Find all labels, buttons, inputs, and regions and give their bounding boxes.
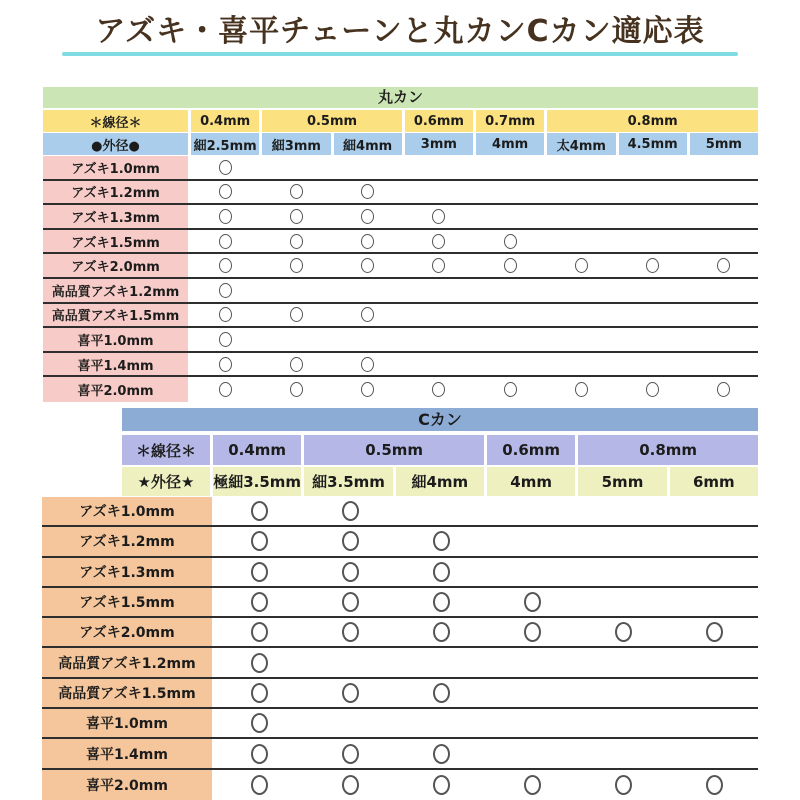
circle-mark: [361, 184, 374, 199]
compat-cell: [262, 328, 330, 351]
compat-cell: [306, 497, 394, 525]
chain-row-label: 高品質アズキ1.5mm: [43, 304, 188, 327]
compat-cell: [619, 230, 687, 253]
compat-cell: [670, 679, 758, 707]
circle-mark: [524, 775, 541, 795]
compat-cell: [476, 156, 544, 179]
compat-cell: [191, 377, 259, 402]
outer-diameter-row: [122, 467, 758, 496]
circle-mark: [361, 307, 374, 322]
outer-size-cell: 5mm: [690, 133, 758, 155]
compat-cell: [476, 304, 544, 327]
chain-row-label: アズキ1.0mm: [42, 497, 212, 525]
circle-mark: [251, 592, 268, 612]
compat-cell: [619, 156, 687, 179]
circle-mark: [433, 775, 450, 795]
compat-cell: [405, 377, 473, 402]
table-row: [43, 304, 758, 329]
marukan-compatibility-table: [43, 87, 758, 402]
table-row: [42, 739, 758, 769]
table-row: [42, 648, 758, 678]
circle-mark: [646, 258, 659, 273]
outer-size-cell: 3mm: [405, 133, 473, 155]
wire-diameter-label: ＊線径＊: [122, 435, 210, 465]
circle-mark: [717, 258, 730, 273]
compat-cell: [334, 279, 402, 302]
compat-cell: [397, 770, 485, 800]
compat-cell: [690, 304, 758, 327]
chain-row-label: 喜平1.0mm: [43, 328, 188, 351]
compat-cell: [262, 156, 330, 179]
compat-cell: [670, 770, 758, 800]
compat-cell: [191, 181, 259, 204]
wire-size-cell: 0.6mm: [487, 435, 575, 465]
circle-mark: [524, 622, 541, 642]
compat-cell: [405, 156, 473, 179]
compat-cell: [670, 618, 758, 646]
table-row: [43, 377, 758, 402]
circle-mark: [361, 382, 374, 397]
circle-mark: [219, 332, 232, 347]
circle-mark: [290, 382, 303, 397]
circle-mark: [361, 258, 374, 273]
compat-cell: [405, 181, 473, 204]
circle-mark: [342, 531, 359, 551]
outer-size-cell: 4.5mm: [619, 133, 687, 155]
chain-row-label: 高品質アズキ1.2mm: [43, 279, 188, 302]
compat-cell: [215, 527, 303, 555]
wire-size-cell: 0.8mm: [547, 110, 758, 132]
compat-cell: [215, 648, 303, 676]
compat-cell: [476, 328, 544, 351]
circle-mark: [433, 744, 450, 764]
title-underline: [62, 52, 738, 56]
compat-cell: [215, 497, 303, 525]
compat-cell: [476, 377, 544, 402]
compat-cell: [191, 353, 259, 376]
outer-size-cell: 極細3.5mm: [213, 467, 301, 496]
circle-mark: [433, 562, 450, 582]
compat-cell: [690, 328, 758, 351]
compat-cell: [476, 279, 544, 302]
compat-cell: [405, 205, 473, 228]
compat-cell: [547, 254, 615, 277]
compat-cell: [405, 328, 473, 351]
compat-cell: [619, 377, 687, 402]
chain-row-label: 高品質アズキ1.2mm: [42, 648, 212, 676]
compat-cell: [690, 156, 758, 179]
compat-cell: [397, 709, 485, 737]
circle-mark: [219, 382, 232, 397]
outer-size-cell: 細3.5mm: [304, 467, 392, 496]
chain-row-label: 高品質アズキ1.5mm: [42, 679, 212, 707]
compat-cell: [262, 254, 330, 277]
table-row: [42, 527, 758, 557]
compat-cell: [547, 353, 615, 376]
compat-cell: [670, 588, 758, 616]
compat-cell: [488, 709, 576, 737]
compat-cell: [547, 279, 615, 302]
circle-mark: [219, 160, 232, 175]
table-row: [43, 181, 758, 206]
compat-cell: [397, 739, 485, 767]
outer-size-cell: 4mm: [487, 467, 575, 496]
compat-cell: [306, 770, 394, 800]
compat-cell: [547, 304, 615, 327]
compat-cell: [262, 230, 330, 253]
compat-cell: [215, 618, 303, 646]
circle-mark: [717, 382, 730, 397]
circle-mark: [219, 307, 232, 322]
wire-diameter-label: ＊線径＊: [43, 110, 188, 132]
table-row: [42, 679, 758, 709]
compat-cell: [397, 618, 485, 646]
outer-size-cell: 太4mm: [547, 133, 615, 155]
compat-cell: [476, 254, 544, 277]
compat-cell: [215, 558, 303, 586]
wire-size-cell: 0.6mm: [405, 110, 473, 132]
compat-cell: [579, 527, 667, 555]
compat-cell: [579, 739, 667, 767]
outer-size-cell: 細2.5mm: [191, 133, 259, 155]
compat-cell: [334, 254, 402, 277]
circle-mark: [290, 209, 303, 224]
circle-mark: [433, 622, 450, 642]
compat-cell: [215, 679, 303, 707]
circle-mark: [219, 283, 232, 298]
compat-cell: [262, 304, 330, 327]
compat-cell: [579, 679, 667, 707]
compat-cell: [670, 709, 758, 737]
circle-mark: [342, 683, 359, 703]
table-row: [42, 709, 758, 739]
circle-mark: [219, 184, 232, 199]
compat-cell: [191, 156, 259, 179]
wire-size-cell: 0.7mm: [476, 110, 544, 132]
compat-cell: [579, 497, 667, 525]
compat-cell: [579, 618, 667, 646]
outer-size-cell: 4mm: [476, 133, 544, 155]
compat-cell: [306, 527, 394, 555]
chain-row-label: アズキ1.2mm: [42, 527, 212, 555]
compat-cell: [334, 205, 402, 228]
table-row: [42, 618, 758, 648]
circle-mark: [342, 744, 359, 764]
circle-mark: [342, 775, 359, 795]
compat-cell: [670, 739, 758, 767]
compat-cell: [215, 770, 303, 800]
compat-cell: [262, 205, 330, 228]
compat-cell: [191, 205, 259, 228]
circle-mark: [432, 209, 445, 224]
compat-cell: [306, 588, 394, 616]
outer-size-cell: 細3mm: [262, 133, 330, 155]
table-row: [43, 353, 758, 378]
compat-cell: [476, 205, 544, 228]
wire-size-cell: 0.4mm: [213, 435, 301, 465]
compat-cell: [690, 254, 758, 277]
compat-cell: [619, 205, 687, 228]
compat-cell: [690, 377, 758, 402]
wire-diameter-row: [43, 110, 758, 132]
circle-mark: [646, 382, 659, 397]
compat-cell: [405, 254, 473, 277]
table-row: [43, 254, 758, 279]
compat-cell: [670, 648, 758, 676]
chain-row-label: アズキ2.0mm: [42, 618, 212, 646]
compat-cell: [488, 679, 576, 707]
circle-mark: [504, 382, 517, 397]
circle-mark: [290, 307, 303, 322]
chain-row-label: アズキ1.5mm: [42, 588, 212, 616]
circle-mark: [433, 683, 450, 703]
compat-cell: [579, 770, 667, 800]
compat-cell: [191, 279, 259, 302]
chain-row-label: アズキ1.5mm: [43, 230, 188, 253]
circle-mark: [433, 531, 450, 551]
compat-cell: [488, 648, 576, 676]
table-row: [43, 205, 758, 230]
outer-size-cell: 細4mm: [334, 133, 402, 155]
compat-cell: [670, 558, 758, 586]
table-row: [42, 497, 758, 527]
circle-mark: [433, 592, 450, 612]
compat-cell: [306, 679, 394, 707]
table-title: 丸カン: [43, 87, 758, 108]
page-title: アズキ・喜平チェーンと丸カンCカン適応表: [95, 14, 705, 49]
compat-cell: [191, 304, 259, 327]
compat-cell: [405, 304, 473, 327]
compat-cell: [547, 230, 615, 253]
compat-cell: [488, 558, 576, 586]
circle-mark: [361, 209, 374, 224]
table-row: [42, 588, 758, 618]
compat-cell: [670, 527, 758, 555]
circle-mark: [575, 258, 588, 273]
compat-cell: [215, 588, 303, 616]
compat-cell: [619, 328, 687, 351]
compat-cell: [619, 181, 687, 204]
circle-mark: [251, 622, 268, 642]
circle-mark: [524, 592, 541, 612]
table-row: [42, 770, 758, 800]
circle-mark: [251, 501, 268, 521]
compat-cell: [334, 181, 402, 204]
circle-mark: [615, 622, 632, 642]
circle-mark: [432, 234, 445, 249]
compat-cell: [488, 770, 576, 800]
chain-row-label: 喜平1.4mm: [43, 353, 188, 376]
compat-cell: [262, 279, 330, 302]
outer-size-cell: 5mm: [578, 467, 666, 496]
table-row: [43, 328, 758, 353]
compat-cell: [690, 230, 758, 253]
compat-cell: [670, 497, 758, 525]
circle-mark: [706, 775, 723, 795]
compat-cell: [306, 709, 394, 737]
wire-size-cell: 0.4mm: [191, 110, 259, 132]
circle-mark: [251, 775, 268, 795]
compat-cell: [262, 181, 330, 204]
compat-cell: [690, 205, 758, 228]
page-header: [0, 12, 800, 56]
wire-size-cell: 0.5mm: [304, 435, 484, 465]
compat-cell: [215, 739, 303, 767]
compat-cell: [579, 648, 667, 676]
circle-mark: [219, 258, 232, 273]
compat-cell: [334, 377, 402, 402]
compat-cell: [690, 181, 758, 204]
wire-size-cell: 0.5mm: [262, 110, 402, 132]
wire-size-cell: 0.8mm: [578, 435, 758, 465]
compat-cell: [690, 279, 758, 302]
circle-mark: [504, 258, 517, 273]
chain-row-label: アズキ1.2mm: [43, 181, 188, 204]
compat-cell: [579, 588, 667, 616]
circle-mark: [504, 234, 517, 249]
compat-cell: [306, 739, 394, 767]
compat-cell: [334, 304, 402, 327]
circle-mark: [251, 683, 268, 703]
table-row: [43, 156, 758, 181]
circle-mark: [251, 744, 268, 764]
compat-cell: [547, 205, 615, 228]
outer-diameter-label: ●外径●: [43, 133, 188, 155]
circle-mark: [290, 357, 303, 372]
circle-mark: [251, 562, 268, 582]
circle-mark: [251, 531, 268, 551]
chain-row-label: 喜平2.0mm: [42, 770, 212, 800]
circle-mark: [342, 562, 359, 582]
compat-cell: [488, 527, 576, 555]
circle-mark: [290, 258, 303, 273]
circle-mark: [615, 775, 632, 795]
compat-cell: [488, 588, 576, 616]
circle-mark: [361, 357, 374, 372]
circle-mark: [290, 234, 303, 249]
chain-row-label: 喜平1.0mm: [42, 709, 212, 737]
chain-row-label: 喜平1.4mm: [42, 739, 212, 767]
chain-row-label: アズキ1.0mm: [43, 156, 188, 179]
compat-cell: [619, 304, 687, 327]
table-row: [43, 230, 758, 255]
compat-cell: [397, 648, 485, 676]
compat-cell: [619, 254, 687, 277]
chain-row-label: 喜平2.0mm: [43, 377, 188, 402]
table-row: [43, 279, 758, 304]
circle-mark: [219, 209, 232, 224]
compat-cell: [215, 709, 303, 737]
compat-cell: [405, 230, 473, 253]
circle-mark: [342, 592, 359, 612]
compat-cell: [405, 279, 473, 302]
table-row: [42, 558, 758, 588]
circle-mark: [219, 357, 232, 372]
circle-mark: [342, 622, 359, 642]
circle-mark: [706, 622, 723, 642]
compat-cell: [547, 181, 615, 204]
compat-cell: [191, 254, 259, 277]
circle-mark: [290, 184, 303, 199]
compat-cell: [488, 497, 576, 525]
compat-cell: [306, 648, 394, 676]
circle-mark: [575, 382, 588, 397]
chain-row-label: アズキ2.0mm: [43, 254, 188, 277]
compat-cell: [262, 353, 330, 376]
circle-mark: [432, 258, 445, 273]
circle-mark: [342, 501, 359, 521]
compat-cell: [476, 181, 544, 204]
compat-cell: [262, 377, 330, 402]
compat-cell: [334, 353, 402, 376]
compat-cell: [306, 558, 394, 586]
outer-size-cell: 6mm: [670, 467, 758, 496]
circle-mark: [251, 653, 268, 673]
outer-size-cell: 細4mm: [396, 467, 484, 496]
compat-cell: [690, 353, 758, 376]
circle-mark: [432, 382, 445, 397]
compat-cell: [306, 618, 394, 646]
compat-cell: [476, 353, 544, 376]
compat-cell: [397, 497, 485, 525]
compat-cell: [547, 156, 615, 179]
compat-cell: [405, 353, 473, 376]
compat-cell: [397, 679, 485, 707]
compat-cell: [619, 279, 687, 302]
compat-cell: [191, 230, 259, 253]
compat-cell: [476, 230, 544, 253]
compat-cell: [619, 353, 687, 376]
compat-cell: [547, 377, 615, 402]
compat-cell: [334, 156, 402, 179]
circle-mark: [251, 713, 268, 733]
outer-diameter-label: ★外径★: [122, 467, 210, 496]
compat-cell: [579, 709, 667, 737]
outer-diameter-row: [43, 133, 758, 155]
compat-cell: [334, 230, 402, 253]
compat-cell: [397, 588, 485, 616]
compat-cell: [547, 328, 615, 351]
circle-mark: [219, 234, 232, 249]
circle-mark: [361, 234, 374, 249]
compat-cell: [488, 739, 576, 767]
wire-diameter-row: [122, 435, 758, 465]
chain-row-label: アズキ1.3mm: [42, 558, 212, 586]
compat-cell: [488, 618, 576, 646]
table-title: Cカン: [122, 408, 758, 431]
compat-cell: [579, 558, 667, 586]
chain-row-label: アズキ1.3mm: [43, 205, 188, 228]
ckan-compatibility-table: [42, 408, 758, 800]
compat-cell: [397, 527, 485, 555]
compat-cell: [334, 328, 402, 351]
compat-cell: [397, 558, 485, 586]
compat-cell: [191, 328, 259, 351]
